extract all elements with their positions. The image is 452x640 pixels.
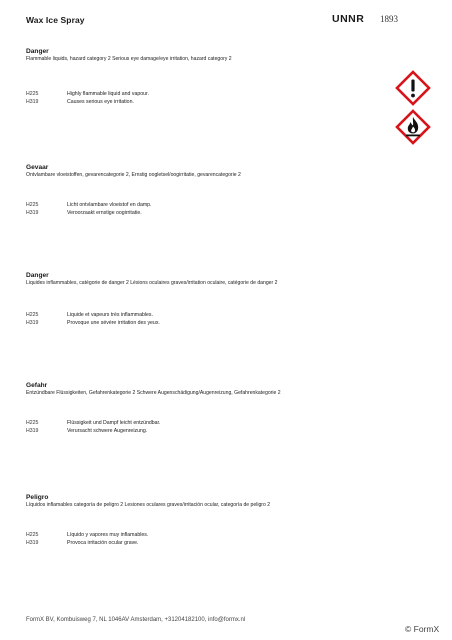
signal-word: Gefahr	[26, 382, 48, 389]
statement-code: H319	[26, 320, 39, 326]
hazard-statement	[26, 319, 366, 327]
product-code: 1893	[380, 14, 398, 24]
brand-logo: UNNR	[332, 13, 365, 25]
company-address: FormX BV, Kombuisweg 7, NL 1046AV Amsterdam, +31204182100, info@formx.nl	[26, 617, 246, 623]
signal-word: Peligro	[26, 494, 49, 501]
hazard-statement	[26, 90, 366, 98]
hazard-classification: Liquides inflammables, catégorie de danger 2 Lésions oculaires graves/irritation oculaire, catégorie de danger 2	[26, 280, 278, 286]
statement-text: Flüssigkeit und Dampf leicht entzündbar.	[67, 420, 161, 426]
hazard-section-nl	[26, 163, 406, 216]
statement-code: H225	[26, 91, 39, 97]
statement-text: Verursacht schwere Augenreizung.	[67, 428, 148, 434]
document-header	[26, 15, 426, 31]
statement-code: H225	[26, 202, 39, 208]
statement-text: Highly flammable liquid and vapour.	[67, 91, 149, 97]
hazard-statements	[26, 531, 366, 547]
hazard-statements	[26, 90, 366, 106]
statement-code: H319	[26, 428, 39, 434]
signal-word: Gevaar	[26, 164, 49, 171]
statement-text: Veroorzaakt ernstige oogirritatie.	[67, 210, 142, 216]
hazard-classification: Ontvlambare vloeistoffen, gevarencategorie 2, Ernstig oogletsel/oogirritatie, gevarencategorie 2	[26, 172, 241, 178]
hazard-classification: Entzündbare Flüssigkeiten, Gefahrenkategorie 2 Schwere Augenschädigung/Augenreizung, Gefahrenkategorie 2	[26, 390, 281, 396]
hazard-statement	[26, 427, 366, 435]
hazard-section-en	[26, 47, 406, 105]
hazard-classification: Flammable liquids, hazard category 2 Serious eye damage/eye irritation, hazard category 2	[26, 56, 232, 62]
statement-code: H319	[26, 540, 39, 546]
statement-text: Provoque une sévère irritation des yeux.	[67, 320, 160, 326]
hazard-section-fr	[26, 271, 406, 326]
statement-text: Provoca irritación ocular grave.	[67, 540, 139, 546]
signal-word: Danger	[26, 272, 49, 279]
statement-code: H319	[26, 210, 39, 216]
exclamation-mark-icon	[395, 70, 431, 106]
statement-code: H225	[26, 312, 39, 318]
hazard-statement	[26, 201, 366, 209]
statement-code: H319	[26, 99, 39, 105]
flame-icon	[395, 109, 431, 145]
hazard-statements	[26, 311, 366, 327]
statement-code: H225	[26, 532, 39, 538]
hazard-section-de	[26, 381, 406, 434]
statement-text: Liquide et vapeurs très inflammables.	[67, 312, 153, 318]
hazard-statement	[26, 209, 366, 217]
hazard-statements	[26, 419, 366, 435]
hazard-classification: Líquidos inflamables categoría de peligro 2 Lesiones oculares graves/irritación ocular, categoría de peligro 2	[26, 502, 271, 508]
hazard-statement	[26, 539, 366, 547]
hazard-statements	[26, 201, 366, 217]
statement-text: Licht ontvlambare vloeistof en damp.	[67, 202, 152, 208]
product-title: Wax Ice Spray	[26, 15, 85, 25]
ghs-pictograms	[395, 70, 431, 145]
statement-code: H225	[26, 420, 39, 426]
hazard-statement	[26, 419, 366, 427]
hazard-statement	[26, 311, 366, 319]
hazard-statement	[26, 531, 366, 539]
copyright-notice: © FormX	[405, 624, 440, 634]
signal-word: Danger	[26, 48, 49, 55]
statement-text: Causes serious eye irritation.	[67, 99, 134, 105]
statement-text: Líquido y vapores muy inflamables.	[67, 532, 149, 538]
hazard-statement	[26, 98, 366, 106]
hazard-section-es	[26, 493, 406, 546]
